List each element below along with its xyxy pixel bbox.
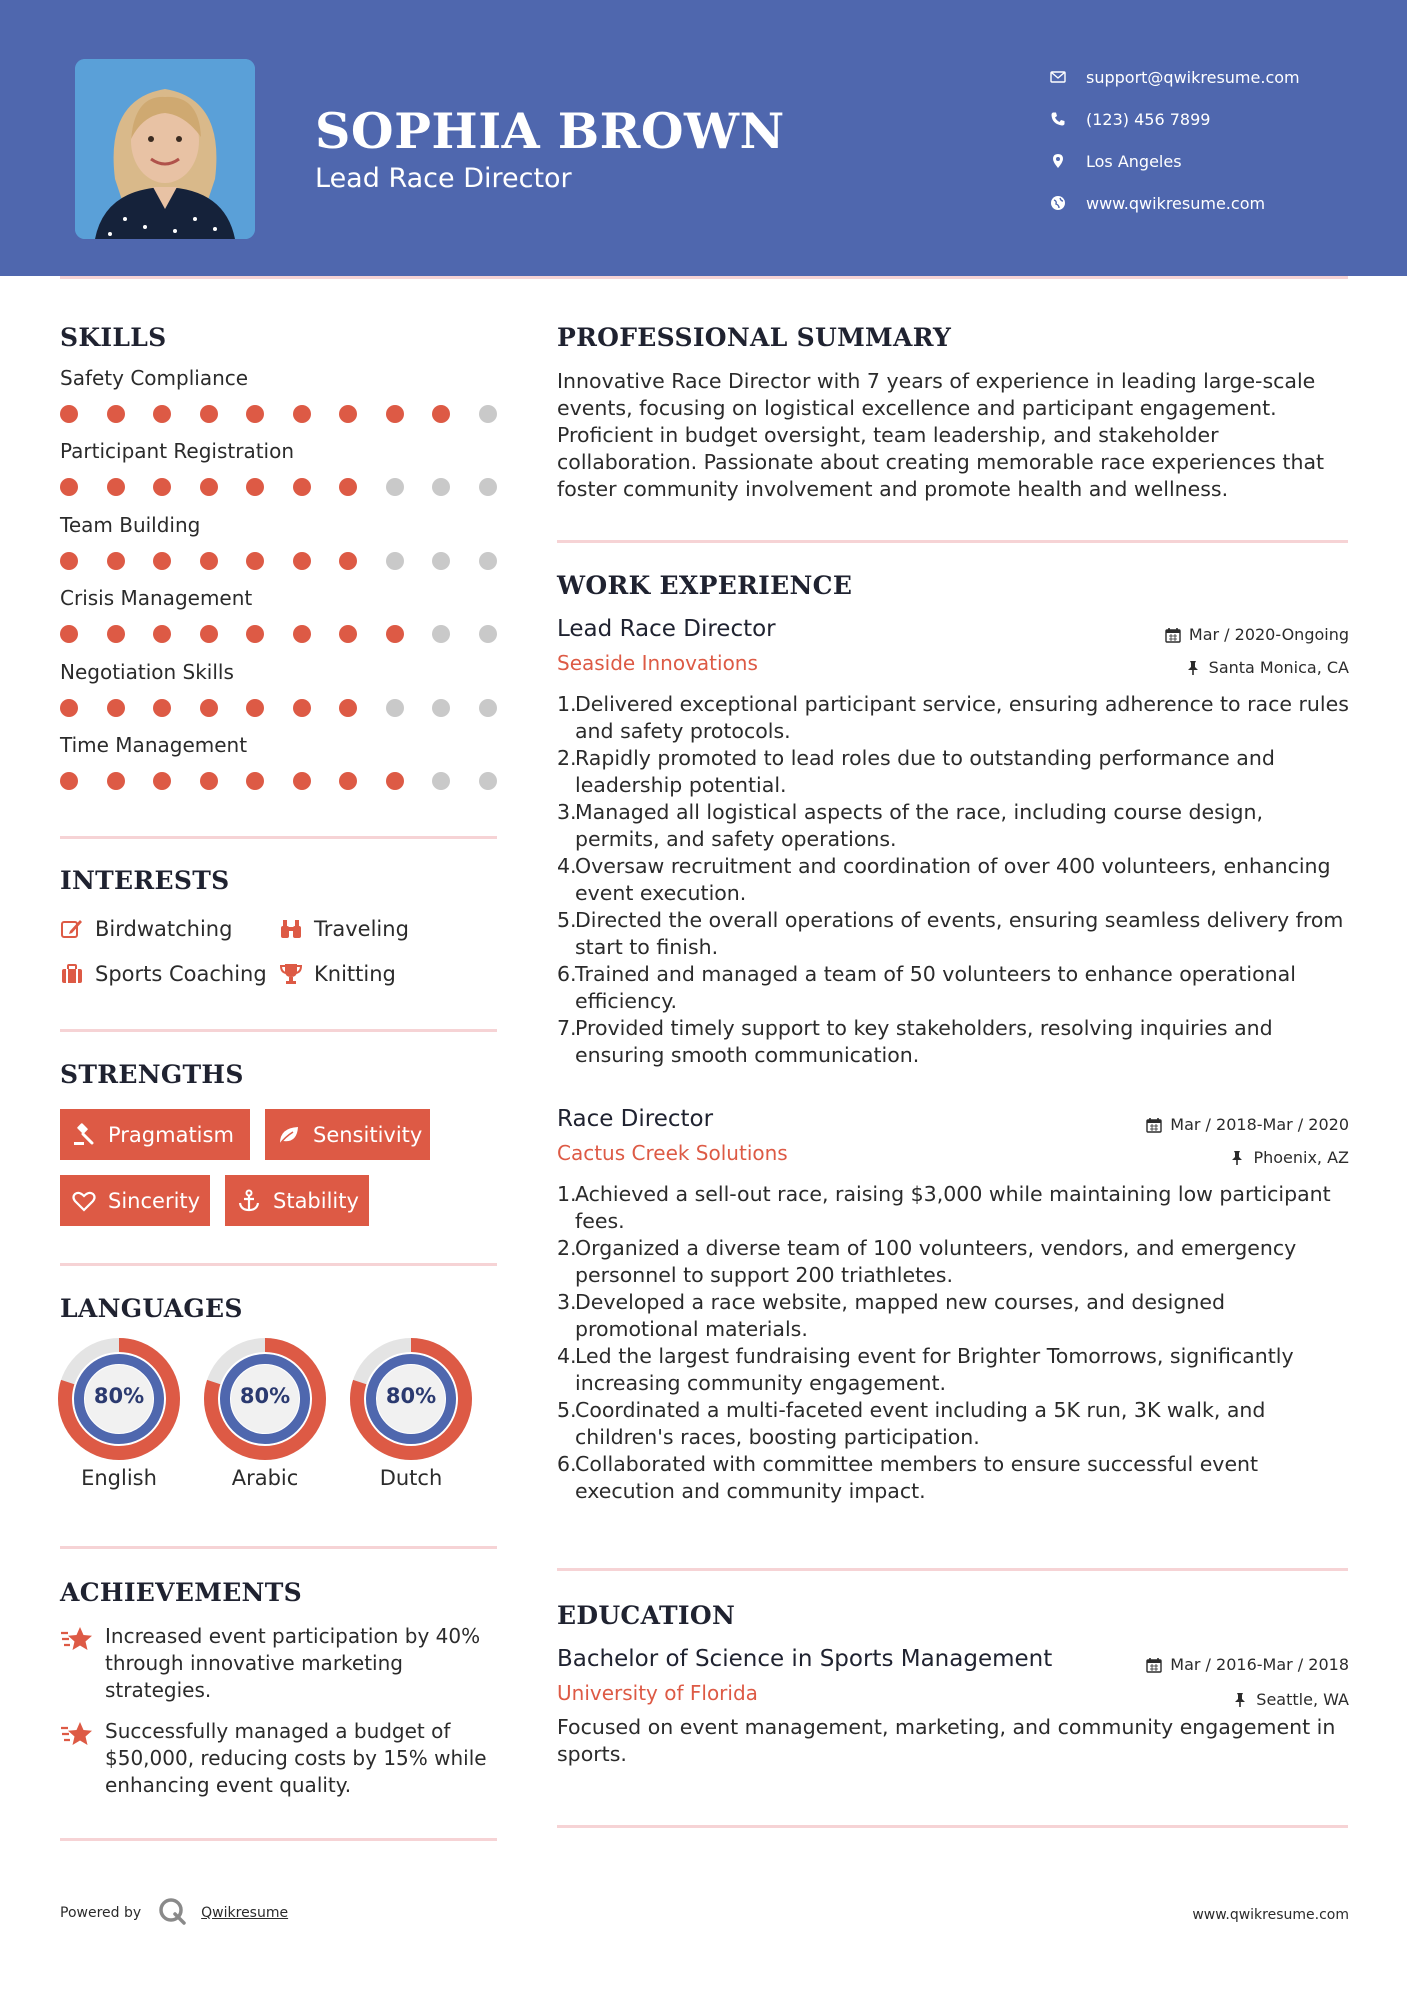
calendar-icon [1146, 1657, 1162, 1673]
powered-by-text: Powered by [60, 1905, 142, 1921]
rating-dot-filled [107, 772, 125, 790]
gavel-icon [72, 1123, 108, 1147]
skill-rating [60, 772, 525, 790]
bullet-number: 5. [557, 908, 577, 932]
rating-dot-filled [153, 772, 171, 790]
rating-dot-filled [60, 699, 78, 717]
skills-list [60, 366, 500, 806]
language-item [350, 1338, 472, 1490]
rating-dot-filled [107, 478, 125, 496]
bullet-text: Oversaw recruitment and coordination of over 400 volunteers, enhancing event execution. [575, 854, 1331, 905]
achievements-heading: ACHIEVEMENTS [60, 1578, 302, 1607]
rating-dot-filled [153, 625, 171, 643]
rating-dot-empty [386, 478, 404, 496]
bullet-text: Organized a diverse team of 100 volunteers, vendors, and emergency personnel to support 200 triathletes. [575, 1236, 1297, 1287]
interest-item [60, 962, 279, 986]
rating-dot-filled [60, 625, 78, 643]
job-bullet [557, 961, 1349, 1015]
rating-dot-empty [479, 405, 497, 423]
skill-item [60, 586, 500, 659]
bullet-number: 3. [557, 1290, 577, 1314]
location-pin-icon [1050, 153, 1086, 169]
job-dates-text: Mar / 2018-Mar / 2020 [1170, 1115, 1349, 1134]
footer-powered-by [60, 1896, 288, 1930]
rating-dot-filled [107, 625, 125, 643]
education-description: Focused on event management, marketing, and community engagement in sports. [557, 1715, 1336, 1766]
interest-item [279, 917, 409, 941]
interest-item [60, 917, 279, 941]
rating-dot-filled [293, 552, 311, 570]
qwikresume-link[interactable]: Qwikresume [201, 1905, 289, 1921]
strength-label: Pragmatism [108, 1122, 234, 1147]
star-award-icon [60, 1718, 105, 1799]
rating-dot-filled [200, 552, 218, 570]
rating-dot-filled [246, 625, 264, 643]
job-company: Cactus Creek Solutions [557, 1141, 788, 1165]
rating-dot-filled [339, 405, 357, 423]
rating-dot-empty [479, 772, 497, 790]
skill-rating [60, 699, 525, 717]
contact-website-text: www.qwikresume.com [1086, 193, 1266, 213]
rating-dot-filled [339, 625, 357, 643]
rating-dot-filled [107, 405, 125, 423]
qwikresume-logo-icon [157, 1896, 187, 1930]
rating-dot-filled [200, 405, 218, 423]
education-dates [1146, 1655, 1349, 1674]
job-bullet [557, 745, 1349, 799]
job-bullet [557, 1015, 1349, 1069]
pushpin-icon [1232, 1692, 1248, 1708]
star-award-icon [60, 1623, 105, 1704]
languages-heading: LANGUAGES [60, 1294, 243, 1323]
profile-photo [75, 59, 255, 239]
rating-dot-filled [107, 552, 125, 570]
job-bullet [557, 907, 1349, 961]
skills-heading: SKILLS [60, 323, 167, 352]
rating-dot-filled [60, 772, 78, 790]
rating-dot-filled [293, 625, 311, 643]
bullet-number: 1. [557, 1182, 577, 1206]
rating-dot-filled [386, 772, 404, 790]
rating-dot-filled [386, 405, 404, 423]
achievements-divider [60, 1838, 497, 1841]
briefcase-icon [60, 962, 95, 986]
skill-item [60, 660, 500, 733]
interest-label: Knitting [314, 961, 396, 986]
strengths-heading: STRENGTHS [60, 1060, 244, 1089]
rating-dot-filled [60, 552, 78, 570]
job-title: Race Director [557, 1106, 714, 1132]
candidate-name: SOPHIA BROWN [315, 102, 785, 160]
envelope-icon [1050, 69, 1086, 85]
bullet-text: Led the largest fundraising event for Brighter Tomorrows, significantly increasing community engagement. [575, 1344, 1294, 1395]
rating-dot-filled [246, 478, 264, 496]
strength-label: Sensitivity [313, 1122, 423, 1147]
interest-label: Sports Coaching [95, 961, 267, 986]
job-bullet [557, 691, 1349, 745]
rating-dot-empty [432, 772, 450, 790]
contact-list [1050, 56, 1390, 224]
bullet-text: Developed a race website, mapped new courses, and designed promotional materials. [575, 1290, 1225, 1341]
contact-phone[interactable] [1050, 98, 1390, 140]
languages-divider [60, 1546, 497, 1549]
language-name: Dutch [379, 1466, 443, 1490]
job-bullet [557, 1289, 1349, 1343]
trophy-icon [279, 962, 314, 986]
rating-dot-filled [432, 405, 450, 423]
skill-name: Participant Registration [60, 439, 295, 464]
skill-name: Team Building [60, 512, 201, 537]
education-degree: Bachelor of Science in Sports Management [557, 1646, 1053, 1672]
bullet-text: Rapidly promoted to lead roles due to outstanding performance and leadership potential. [575, 746, 1275, 797]
interest-item [279, 962, 396, 986]
job-bullet [557, 1451, 1349, 1505]
skill-item [60, 513, 500, 586]
job-dates [1165, 625, 1349, 644]
rating-dot-filled [200, 772, 218, 790]
skills-divider [60, 836, 497, 839]
strength-label: Sincerity [108, 1188, 201, 1213]
rating-dot-filled [246, 405, 264, 423]
bullet-number: 4. [557, 854, 577, 878]
language-item [58, 1338, 180, 1490]
bullet-number: 4. [557, 1344, 577, 1368]
skill-name: Safety Compliance [60, 366, 249, 390]
rating-dot-filled [153, 478, 171, 496]
experience-divider [557, 1568, 1348, 1571]
bullet-number: 6. [557, 962, 577, 986]
strength-badge [225, 1175, 369, 1226]
rating-dot-empty [432, 552, 450, 570]
anchor-icon [237, 1189, 273, 1213]
experience-heading: WORK EXPERIENCE [557, 571, 853, 600]
interest-label: Traveling [314, 916, 409, 941]
job-bullet [557, 799, 1349, 853]
rating-dot-filled [293, 478, 311, 496]
skill-rating [60, 405, 525, 423]
summary-text: Innovative Race Director with 7 years of experience in leading large-scale events, focusing on logistical excellence and participant engagement. Proficient in budget oversight, team leadership, and stakeholder collaboration. Passionate about creating memorable race experiences that foster community involvement and promote health and wellness. [557, 369, 1325, 501]
job-dates [1146, 1115, 1349, 1134]
resume-header [0, 0, 1407, 276]
job-bullet [557, 1343, 1349, 1397]
rating-dot-filled [200, 625, 218, 643]
education-school: University of Florida [557, 1681, 758, 1705]
contact-location [1050, 140, 1390, 182]
job-title: Lead Race Director [557, 616, 776, 642]
header-divider [60, 276, 1348, 279]
interests-divider [60, 1029, 497, 1032]
skill-name: Crisis Management [60, 586, 253, 611]
rating-dot-empty [432, 699, 450, 717]
rating-dot-filled [200, 699, 218, 717]
skill-item [60, 366, 500, 439]
calendar-icon [1146, 1117, 1162, 1133]
rating-dot-filled [293, 405, 311, 423]
language-percent: 80% [385, 1384, 437, 1408]
education-heading: EDUCATION [557, 1601, 736, 1630]
rating-dot-filled [293, 699, 311, 717]
rating-dot-filled [246, 552, 264, 570]
job-bullet [557, 853, 1349, 907]
interests-list [60, 906, 500, 996]
bullet-number: 6. [557, 1452, 577, 1476]
bullet-text: Directed the overall operations of events, ensuring seamless delivery from start to finish. [575, 908, 1344, 959]
bullet-text: Delivered exceptional participant service, ensuring adherence to race rules and safety protocols. [575, 692, 1349, 743]
language-name: Arabic [231, 1466, 299, 1490]
strength-label: Stability [273, 1188, 359, 1213]
job-location [1229, 1148, 1349, 1167]
achievement-text: Increased event participation by 40% through innovative marketing strategies. [105, 1624, 481, 1702]
rating-dot-filled [246, 699, 264, 717]
contact-email[interactable] [1050, 56, 1390, 98]
language-name: English [81, 1466, 157, 1490]
summary-divider [557, 540, 1348, 543]
footer-website[interactable]: www.qwikresume.com [1192, 1907, 1349, 1923]
bullet-number: 1. [557, 692, 577, 716]
job-bullet [557, 1397, 1349, 1451]
leaf-icon [277, 1123, 313, 1147]
candidate-title: Lead Race Director [315, 163, 572, 194]
rating-dot-filled [107, 699, 125, 717]
skill-name: Negotiation Skills [60, 659, 234, 684]
rating-dot-empty [479, 552, 497, 570]
job-entry [557, 616, 1349, 1069]
education-location [1232, 1690, 1349, 1709]
rating-dot-empty [479, 478, 497, 496]
language-item [204, 1338, 326, 1490]
job-entry [557, 1106, 1349, 1505]
rating-dot-filled [60, 405, 78, 423]
skill-rating [60, 552, 525, 570]
rating-dot-empty [432, 478, 450, 496]
summary-heading: PROFESSIONAL SUMMARY [557, 323, 952, 352]
bullet-number: 2. [557, 1236, 577, 1260]
education-location-text: Seattle, WA [1256, 1690, 1349, 1709]
contact-phone-text: (123) 456 7899 [1086, 109, 1211, 129]
rating-dot-filled [339, 699, 357, 717]
rating-dot-filled [339, 552, 357, 570]
calendar-icon [1165, 627, 1181, 643]
rating-dot-filled [339, 772, 357, 790]
binoculars-icon [279, 917, 314, 941]
skill-item [60, 733, 500, 806]
rating-dot-empty [479, 699, 497, 717]
bullet-text: Managed all logistical aspects of the race, including course design, permits, and safety operations. [575, 800, 1263, 851]
rating-dot-filled [153, 552, 171, 570]
rating-dot-empty [386, 552, 404, 570]
job-location-text: Phoenix, AZ [1253, 1148, 1349, 1167]
job-company: Seaside Innovations [557, 651, 758, 675]
bullet-number: 7. [557, 1016, 577, 1040]
heart-icon [72, 1189, 108, 1213]
pushpin-icon [1229, 1150, 1245, 1166]
contact-website[interactable] [1050, 182, 1390, 224]
rating-dot-filled [200, 478, 218, 496]
bullet-number: 2. [557, 746, 577, 770]
rating-dot-empty [432, 625, 450, 643]
rating-dot-filled [153, 405, 171, 423]
edit-icon [60, 917, 95, 941]
job-bullets [557, 691, 1349, 1069]
achievement-text: Successfully managed a budget of $50,000, reducing costs by 15% while enhancing event quality. [105, 1719, 487, 1797]
interest-label: Birdwatching [95, 916, 233, 941]
job-bullet [557, 1181, 1349, 1235]
skill-item [60, 439, 500, 512]
skill-rating [60, 625, 525, 643]
rating-dot-filled [246, 772, 264, 790]
language-percent: 80% [93, 1384, 145, 1408]
job-dates-text: Mar / 2020-Ongoing [1188, 625, 1349, 644]
education-divider [557, 1825, 1348, 1828]
rating-dot-filled [293, 772, 311, 790]
strength-badge [265, 1109, 430, 1160]
pushpin-icon [1185, 660, 1201, 676]
job-bullet [557, 1235, 1349, 1289]
language-percent: 80% [239, 1384, 291, 1408]
bullet-text: Collaborated with committee members to ensure successful event execution and community impact. [575, 1452, 1259, 1503]
bullet-text: Trained and managed a team of 50 volunteers to enhance operational efficiency. [575, 962, 1296, 1013]
rating-dot-empty [386, 699, 404, 717]
bullet-text: Achieved a sell-out race, raising $3,000 while maintaining low participant fees. [575, 1182, 1331, 1233]
education-entry [557, 1646, 1349, 1768]
skill-rating [60, 478, 525, 496]
globe-icon [1050, 195, 1086, 211]
rating-dot-filled [339, 478, 357, 496]
job-location-text: Santa Monica, CA [1208, 658, 1349, 677]
achievement-item [60, 1718, 500, 1799]
strengths-divider [60, 1263, 497, 1266]
rating-dot-filled [386, 625, 404, 643]
job-bullets [557, 1181, 1349, 1505]
interests-heading: INTERESTS [60, 866, 230, 895]
rating-dot-filled [60, 478, 78, 496]
achievement-item [60, 1623, 500, 1704]
bullet-text: Coordinated a multi-faceted event including a 5K run, 3K walk, and children's races, boosting participation. [575, 1398, 1266, 1449]
rating-dot-empty [479, 625, 497, 643]
strength-badge [60, 1175, 210, 1226]
rating-dot-filled [153, 699, 171, 717]
contact-location-text: Los Angeles [1086, 151, 1182, 171]
skill-name: Time Management [60, 732, 248, 757]
strength-badge [60, 1109, 250, 1160]
bullet-text: Provided timely support to key stakeholders, resolving inquiries and ensuring smooth communication. [575, 1016, 1273, 1067]
bullet-number: 5. [557, 1398, 577, 1422]
contact-email-text: support@qwikresume.com [1086, 67, 1300, 87]
job-location [1185, 658, 1349, 677]
education-dates-text: Mar / 2016-Mar / 2018 [1170, 1655, 1349, 1674]
bullet-number: 3. [557, 800, 577, 824]
phone-icon [1050, 111, 1086, 127]
